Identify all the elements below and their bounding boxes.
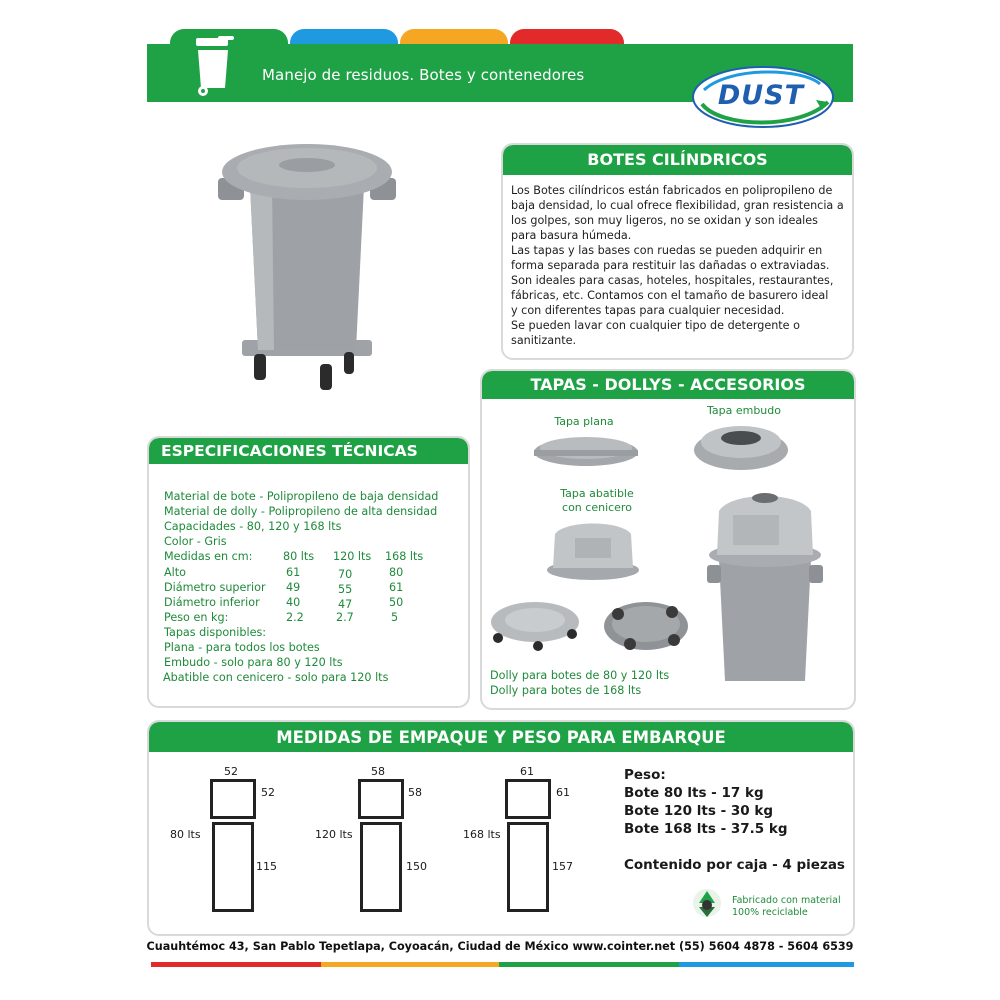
- spec-row-value: 2.7: [336, 611, 354, 624]
- empaque-side-dim: 52: [261, 786, 275, 799]
- footer-strip-orange: [321, 962, 499, 967]
- spec-row-value: 40: [286, 596, 301, 609]
- dolly-line: Dolly para botes de 168 lts: [490, 684, 642, 697]
- botes-line: y con diferentes tapas para cualquier necesidad.: [511, 304, 785, 317]
- empaque-box-body: [360, 822, 402, 912]
- tapa-abatible-label: [543, 487, 651, 515]
- spec-row-value: 61: [286, 566, 301, 579]
- spec-tapa-item: Abatible con cenicero - solo para 120 lts: [163, 671, 389, 684]
- spec-row-value: 50: [389, 596, 404, 609]
- spec-row-label: Alto: [164, 566, 186, 579]
- empaque-capacity-label: 120 lts: [315, 828, 353, 841]
- recycle-icon: [690, 886, 724, 920]
- spec-color: Color - Gris: [164, 535, 227, 548]
- spec-table-header: Medidas en cm:: [164, 550, 253, 563]
- spec-row-value: 55: [338, 583, 353, 596]
- peso-item: Bote 168 lts - 37.5 kg: [624, 821, 788, 837]
- spec-row-label: Peso en kg:: [164, 611, 229, 624]
- empaque-box-lid: [358, 779, 404, 819]
- botes-line: Las tapas y las bases con ruedas se pueden adquirir en: [511, 244, 823, 257]
- botes-line: Se pueden lavar con cualquier tipo de detergente o: [511, 319, 800, 332]
- botes-heading: BOTES CILÍNDRICOS: [503, 145, 852, 175]
- botes-line: Los Botes cilíndricos están fabricados en polipropileno de: [511, 184, 833, 197]
- dolly-line: Dolly para botes de 80 y 120 lts: [490, 669, 670, 682]
- botes-panel: [501, 143, 854, 360]
- bin-image-main: [212, 140, 402, 392]
- empaque-box-lid: [210, 779, 256, 819]
- spec-row-value: 49: [286, 581, 301, 594]
- dolly-caption: [490, 668, 669, 698]
- logo-text: DUST: [717, 80, 805, 111]
- spec-row-value: 80: [389, 566, 404, 579]
- tapa-abatible-image: [545, 516, 641, 582]
- botes-line: los golpes, son muy ligeros, no se oxidan y son ideales: [511, 214, 819, 227]
- contenido-caja: Contenido por caja - 4 piezas: [624, 857, 845, 873]
- spec-row-value: 2.2: [286, 611, 304, 624]
- reciclable-line: 100% reciclable: [732, 907, 808, 918]
- peso-item: Bote 80 lts - 17 kg: [624, 785, 764, 801]
- reciclable-note: [732, 895, 841, 919]
- bin-abatible-image: [705, 489, 825, 685]
- empaque-top-dim: 52: [224, 765, 238, 778]
- peso-title: Peso:: [624, 767, 666, 783]
- botes-line: baja densidad, lo cual ofrece flexibilidad, gran resistencia a: [511, 199, 844, 212]
- empaque-capacity-label: 168 lts: [463, 828, 501, 841]
- dolly-image-small: [488, 596, 582, 654]
- spec-tapa-item: Embudo - solo para 80 y 120 lts: [164, 656, 343, 669]
- tapa-embudo-label: Tapa embudo: [706, 404, 781, 417]
- spec-row-label: Diámetro superior: [164, 581, 266, 594]
- footer-strip-green: [499, 962, 679, 967]
- footer-strip-red: [151, 962, 321, 967]
- spec-table-header: 168 lts: [385, 550, 424, 563]
- spec-tapas-title: Tapas disponibles:: [164, 626, 267, 639]
- botes-line: Son ideales para casas, hoteles, hospitales, restaurantes,: [511, 274, 834, 287]
- spec-row-value: 47: [338, 598, 353, 611]
- footer-contact: Cuauhtémoc 43, San Pablo Tepetlapa, Coyoacán, Ciudad de México www.cointer.net (55) 5604 4878 - 5604 6539: [146, 940, 854, 953]
- botes-description: [511, 183, 851, 348]
- tapa-plana-image: [532, 430, 640, 470]
- footer-strip-blue: [679, 962, 854, 967]
- empaque-top-dim: 61: [520, 765, 534, 778]
- empaque-box-body: [212, 822, 254, 912]
- empaque-height-dim: 115: [256, 860, 277, 873]
- peso-item: Bote 120 lts - 30 kg: [624, 803, 774, 819]
- trash-bin-icon: [188, 36, 238, 98]
- empaque-capacity-label: 80 lts: [170, 828, 201, 841]
- tapa-abatible-line: Tapa abatible: [560, 487, 634, 500]
- empaque-height-dim: 157: [552, 860, 573, 873]
- botes-line: sanitizante.: [511, 334, 577, 347]
- empaque-height-dim: 150: [406, 860, 427, 873]
- spec-table-header: 80 lts: [283, 550, 315, 563]
- spec-material-bote: Material de bote - Polipropileno de baja densidad: [164, 490, 439, 503]
- tapa-abatible-line: con cenicero: [562, 501, 632, 514]
- spec-tapa-item: Plana - para todos los botes: [164, 641, 320, 654]
- empaque-side-dim: 61: [556, 786, 570, 799]
- specs-heading: ESPECIFICACIONES TÉCNICAS: [149, 438, 468, 464]
- spec-material-dolly: Material de dolly - Polipropileno de alta densidad: [164, 505, 438, 518]
- empaque-box-body: [507, 822, 549, 912]
- accesorios-heading: TAPAS - DOLLYS - ACCESORIOS: [482, 371, 854, 399]
- spec-row-value: 70: [338, 568, 353, 581]
- empaque-top-dim: 58: [371, 765, 385, 778]
- dolly-image-large: [600, 590, 692, 658]
- spec-capacidades: Capacidades - 80, 120 y 168 lts: [164, 520, 342, 533]
- spec-row-label: Diámetro inferior: [164, 596, 260, 609]
- reciclable-line: Fabricado con material: [732, 895, 841, 906]
- empaque-box-lid: [505, 779, 551, 819]
- botes-line: forma separada para restituir las dañadas o extraviadas.: [511, 259, 830, 272]
- page-title: Manejo de residuos. Botes y contenedores: [262, 66, 585, 84]
- botes-line: fábricas, etc. Contamos con el tamaño de basurero ideal: [511, 289, 829, 302]
- botes-line: para basura húmeda.: [511, 229, 632, 242]
- tapa-plana-label: Tapa plana: [554, 415, 614, 428]
- empaque-side-dim: 58: [408, 786, 422, 799]
- spec-row-value: 5: [391, 611, 399, 624]
- tapa-embudo-image: [692, 420, 790, 476]
- empaque-heading: MEDIDAS DE EMPAQUE Y PESO PARA EMBARQUE: [149, 722, 853, 752]
- spec-row-value: 61: [389, 581, 404, 594]
- spec-table-header: 120 lts: [333, 550, 372, 563]
